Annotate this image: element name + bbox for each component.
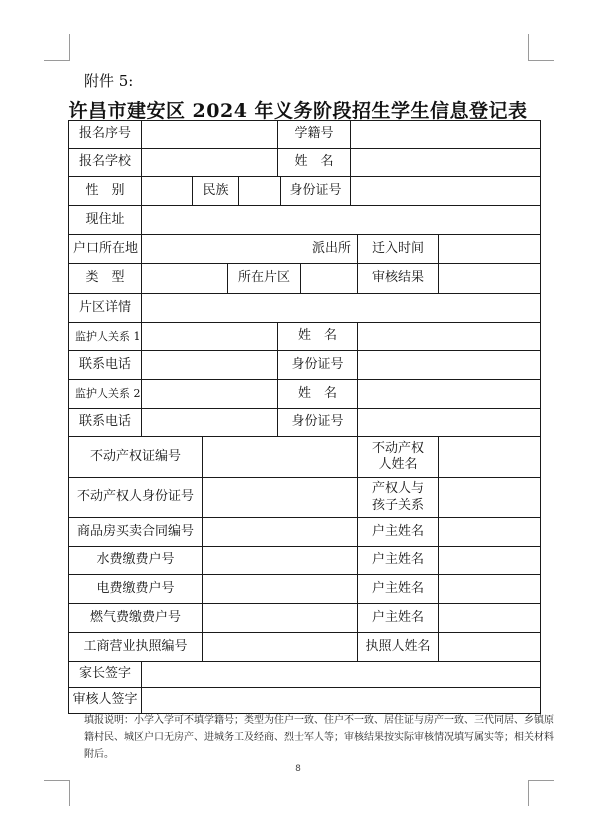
crop-mark [528, 780, 529, 806]
guardian1-id-label: 身份证号 [277, 350, 358, 380]
water-account-label: 水费缴费户号 [68, 546, 203, 575]
purchase-contract-no-label: 商品房买卖合同编号 [68, 517, 203, 547]
business-license-no-label: 工商营业执照编号 [68, 632, 203, 662]
student-id-field[interactable] [350, 120, 541, 149]
hukou-location-label: 户口所在地 [68, 234, 142, 264]
householder-name-field[interactable] [438, 603, 541, 633]
attachment-label: 附件 5: [84, 72, 134, 90]
review-result-field[interactable] [438, 263, 541, 294]
guardian1-phone-field[interactable] [141, 350, 278, 380]
crop-mark [528, 60, 554, 61]
householder-name-label: 户主姓名 [357, 517, 439, 547]
purchase-contract-no-field[interactable] [202, 517, 358, 547]
student-name-field[interactable] [350, 148, 541, 177]
gender-label: 性 别 [68, 176, 142, 206]
school-field[interactable] [141, 148, 278, 177]
electric-account-field[interactable] [202, 574, 358, 604]
id-number-field[interactable] [350, 176, 541, 206]
crop-mark [44, 780, 70, 781]
householder-name-field[interactable] [438, 517, 541, 547]
reviewer-signature-field[interactable] [141, 687, 541, 714]
guardian2-relation-field[interactable] [141, 379, 278, 409]
crop-mark [44, 60, 70, 61]
move-in-time-label: 迁入时间 [357, 234, 439, 264]
guardian2-name-label: 姓 名 [277, 379, 358, 409]
gender-field[interactable] [141, 176, 193, 206]
crop-mark [69, 780, 70, 806]
property-owner-id-label: 不动产权人身份证号 [68, 477, 203, 518]
electric-account-label: 电费缴费户号 [68, 574, 203, 604]
student-id-label: 学籍号 [277, 120, 351, 149]
crop-mark [528, 34, 529, 60]
guardian1-relation-label: 监护人关系 1 [68, 322, 142, 351]
crop-mark [528, 780, 554, 781]
reviewer-signature-label: 审核人签字 [68, 687, 142, 714]
property-owner-id-field[interactable] [202, 477, 358, 518]
current-address-field[interactable] [141, 205, 541, 235]
householder-name-label: 户主姓名 [357, 546, 439, 575]
guardian1-id-field[interactable] [357, 350, 541, 380]
parent-signature-field[interactable] [141, 661, 541, 688]
guardian1-relation-field[interactable] [141, 322, 278, 351]
guardian2-id-label: 身份证号 [277, 408, 358, 437]
guardian2-id-field[interactable] [357, 408, 541, 437]
type-label: 类 型 [68, 263, 142, 294]
ethnicity-field[interactable] [238, 176, 281, 206]
guardian1-phone-label: 联系电话 [68, 350, 142, 380]
license-holder-name-field[interactable] [438, 632, 541, 662]
householder-name-label: 户主姓名 [357, 574, 439, 604]
crop-mark [69, 34, 70, 60]
page-number: 8 [295, 764, 301, 774]
guardian2-name-field[interactable] [357, 379, 541, 409]
property-cert-no-label: 不动产权证编号 [68, 436, 203, 478]
move-in-time-field[interactable] [438, 234, 541, 264]
guardian2-phone-label: 联系电话 [68, 408, 142, 437]
owner-child-relation-field[interactable] [438, 477, 541, 518]
gas-account-label: 燃气费缴费户号 [68, 603, 203, 633]
householder-name-label: 户主姓名 [357, 603, 439, 633]
property-owner-name-field[interactable] [438, 436, 541, 478]
water-account-field[interactable] [202, 546, 358, 575]
guardian1-name-label: 姓 名 [277, 322, 358, 351]
school-label: 报名学校 [68, 148, 142, 177]
district-details-label: 片区详情 [68, 293, 142, 323]
householder-name-field[interactable] [438, 546, 541, 575]
property-owner-name-label: 不动产权人姓名 [357, 436, 439, 478]
type-field[interactable] [141, 263, 228, 294]
gas-account-field[interactable] [202, 603, 358, 633]
student-name-label: 姓 名 [277, 148, 351, 177]
ethnicity-label: 民族 [192, 176, 239, 206]
registration-no-label: 报名序号 [68, 120, 142, 149]
district-field[interactable] [300, 263, 358, 294]
property-cert-no-field[interactable] [202, 436, 358, 478]
form-title: 许昌市建安区 2024 年义务阶段招生学生信息登记表 [68, 100, 528, 122]
owner-child-relation-label: 产权人与孩子关系 [357, 477, 439, 518]
guardian2-relation-label: 监护人关系 2 [68, 379, 142, 409]
police-station-label: 派出所 [141, 234, 358, 264]
id-number-label: 身份证号 [280, 176, 351, 206]
current-address-label: 现住址 [68, 205, 142, 235]
guardian2-phone-field[interactable] [141, 408, 278, 437]
guardian1-name-field[interactable] [357, 322, 541, 351]
parent-signature-label: 家长签字 [68, 661, 142, 688]
review-result-label: 审核结果 [357, 263, 439, 294]
householder-name-field[interactable] [438, 574, 541, 604]
license-holder-name-label: 执照人姓名 [357, 632, 439, 662]
business-license-no-field[interactable] [202, 632, 358, 662]
filling-instructions: 填报说明：小学入学可不填学籍号；类型为住户一致、住户不一致、居住证与房产一致、三代同居、乡镇原籍村民、城区户口无房产、进城务工及经商、烈士军人等；审核结果按实际审核情况填写属实等；相关材料附后。 [84, 715, 554, 760]
district-details-field[interactable] [141, 293, 541, 323]
registration-no-field[interactable] [141, 120, 278, 149]
district-label: 所在片区 [227, 263, 301, 294]
